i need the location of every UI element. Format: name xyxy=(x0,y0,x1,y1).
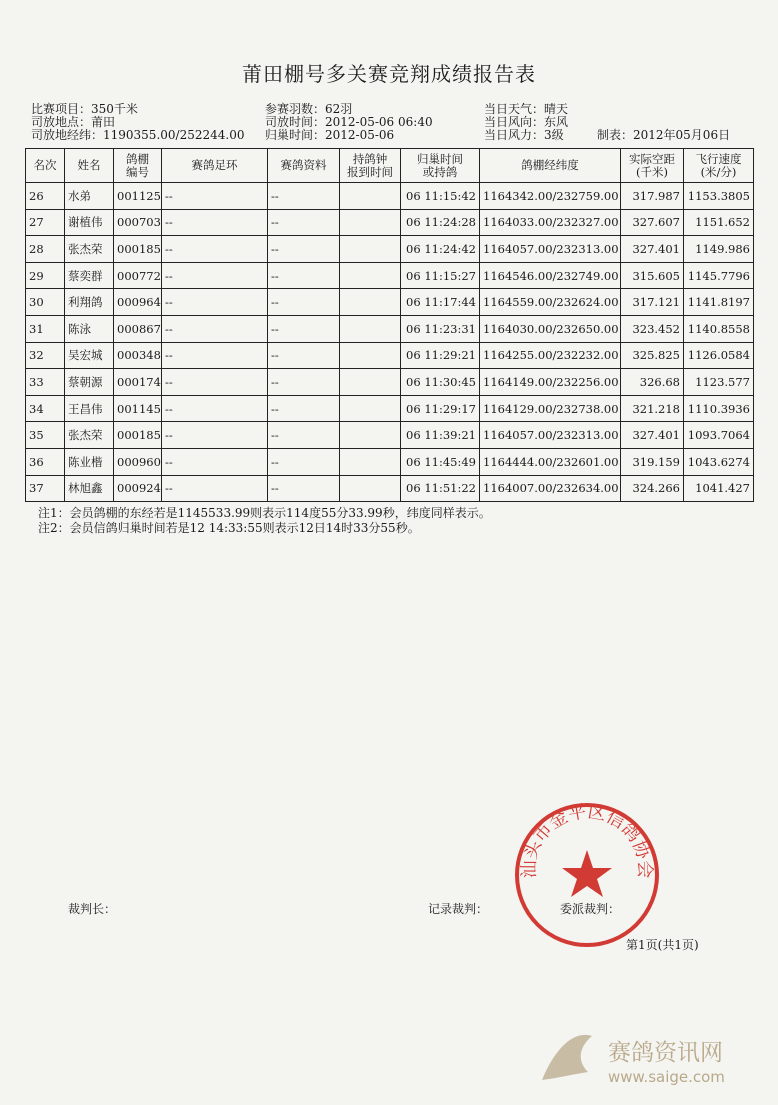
table-row xyxy=(26,183,754,210)
cell-ring: -- xyxy=(162,448,268,475)
cell-coords: 1164444.00/232601.00 xyxy=(480,448,621,475)
cell-loft-id: 000960 xyxy=(114,448,162,475)
cell-pigeon-info: -- xyxy=(268,262,340,289)
cell-clock-time xyxy=(340,475,401,502)
table-row xyxy=(26,342,754,369)
cell-return-time: 06 11:51:22 xyxy=(401,475,480,502)
table-row xyxy=(26,475,754,502)
cell-ring: -- xyxy=(162,342,268,369)
return-time: 归巢时间：2012-05-06 xyxy=(265,128,395,142)
cell-coords: 1164342.00/232759.00 xyxy=(480,183,621,210)
watermark-name: 赛鸽资讯网 xyxy=(608,1040,723,1066)
release-time: 司放时间：2012-05-06 06:40 xyxy=(265,115,433,129)
cell-return-time: 06 11:17:44 xyxy=(401,289,480,316)
cell-coords: 1164033.00/232327.00 xyxy=(480,209,621,236)
cell-distance: 325.825 xyxy=(621,342,684,369)
cell-name: 水弟 xyxy=(65,183,114,210)
cell-speed: 1043.6274 xyxy=(684,448,754,475)
cell-speed: 1145.7796 xyxy=(684,262,754,289)
cell-loft-id: 001125 xyxy=(114,183,162,210)
results-table xyxy=(25,148,754,502)
cell-pigeon-info: -- xyxy=(268,448,340,475)
made-date: 制表：2012年05月06日 xyxy=(597,128,731,142)
cell-coords: 1164546.00/232749.00 xyxy=(480,262,621,289)
cell-clock-time xyxy=(340,422,401,449)
table-header-row xyxy=(26,149,754,183)
cell-clock-time xyxy=(340,369,401,396)
pigeon-logo-icon xyxy=(542,1035,592,1080)
cell-pigeon-info: -- xyxy=(268,395,340,422)
cell-clock-time xyxy=(340,315,401,342)
cell-coords: 1164057.00/232313.00 xyxy=(480,236,621,263)
cell-coords: 1164007.00/232634.00 xyxy=(480,475,621,502)
cell-distance: 327.401 xyxy=(621,236,684,263)
cell-loft-id: 000772 xyxy=(114,262,162,289)
cell-name: 陈泳 xyxy=(65,315,114,342)
cell-speed: 1153.3805 xyxy=(684,183,754,210)
cell-distance: 327.401 xyxy=(621,422,684,449)
col-header-rank: 名次 xyxy=(26,149,65,183)
release-place: 司放地点：莆田 xyxy=(31,115,116,129)
col-header-name: 姓名 xyxy=(65,149,114,183)
cell-ring: -- xyxy=(162,475,268,502)
notes xyxy=(38,506,491,536)
dispatch-referee-label: 委派裁判： xyxy=(560,902,621,916)
cell-clock-time xyxy=(340,183,401,210)
table-row xyxy=(26,209,754,236)
cell-distance: 324.266 xyxy=(621,475,684,502)
report-title: 莆田棚号多关赛竞翔成绩报告表 xyxy=(242,62,536,86)
association-seal xyxy=(512,800,662,950)
cell-clock-time xyxy=(340,236,401,263)
cell-name: 吴宏城 xyxy=(65,342,114,369)
cell-loft-id: 000348 xyxy=(114,342,162,369)
cell-pigeon-info: -- xyxy=(268,422,340,449)
cell-speed: 1141.8197 xyxy=(684,289,754,316)
col-header-speed: 飞行速度 (米/分) xyxy=(684,149,754,183)
cell-name: 蔡朝源 xyxy=(65,369,114,396)
cell-rank: 30 xyxy=(26,289,65,316)
cell-distance: 317.121 xyxy=(621,289,684,316)
results-body xyxy=(26,183,754,502)
cell-return-time: 06 11:24:42 xyxy=(401,236,480,263)
cell-loft-id: 000185 xyxy=(114,422,162,449)
cell-rank: 35 xyxy=(26,422,65,449)
cell-rank: 37 xyxy=(26,475,65,502)
cell-distance: 321.218 xyxy=(621,395,684,422)
col-header-distance: 实际空距 (千米) xyxy=(621,149,684,183)
cell-coords: 1164559.00/232624.00 xyxy=(480,289,621,316)
record-referee-label: 记录裁判： xyxy=(428,902,489,916)
entries-count: 参赛羽数：62羽 xyxy=(265,102,353,116)
table-row xyxy=(26,448,754,475)
cell-loft-id: 000867 xyxy=(114,315,162,342)
cell-name: 谢植伟 xyxy=(65,209,114,236)
cell-ring: -- xyxy=(162,369,268,396)
cell-ring: -- xyxy=(162,262,268,289)
cell-speed: 1149.986 xyxy=(684,236,754,263)
cell-pigeon-info: -- xyxy=(268,183,340,210)
cell-name: 王昌伟 xyxy=(65,395,114,422)
cell-return-time: 06 11:29:21 xyxy=(401,342,480,369)
cell-ring: -- xyxy=(162,209,268,236)
cell-return-time: 06 11:15:27 xyxy=(401,262,480,289)
cell-pigeon-info: -- xyxy=(268,475,340,502)
site-watermark xyxy=(530,1020,770,1095)
cell-return-time: 06 11:24:28 xyxy=(401,209,480,236)
cell-loft-id: 000174 xyxy=(114,369,162,396)
cell-loft-id: 001145 xyxy=(114,395,162,422)
cell-name: 张杰荣 xyxy=(65,236,114,263)
cell-ring: -- xyxy=(162,422,268,449)
cell-rank: 27 xyxy=(26,209,65,236)
cell-clock-time xyxy=(340,342,401,369)
cell-rank: 32 xyxy=(26,342,65,369)
table-row xyxy=(26,315,754,342)
cell-loft-id: 000703 xyxy=(114,209,162,236)
cell-name: 陈业楷 xyxy=(65,448,114,475)
cell-distance: 327.607 xyxy=(621,209,684,236)
note-2: 注2：会员信鸽归巢时间若是12 14:33:55则表示12日14时33分55秒。 xyxy=(38,521,420,535)
cell-coords: 1164149.00/232256.00 xyxy=(480,369,621,396)
cell-rank: 33 xyxy=(26,369,65,396)
cell-clock-time xyxy=(340,289,401,316)
cell-rank: 34 xyxy=(26,395,65,422)
cell-coords: 1164255.00/232232.00 xyxy=(480,342,621,369)
cell-ring: -- xyxy=(162,315,268,342)
watermark-url: www.saige.com xyxy=(608,1068,725,1086)
cell-pigeon-info: -- xyxy=(268,236,340,263)
col-header-ring: 赛鸽足环 xyxy=(162,149,268,183)
cell-rank: 29 xyxy=(26,262,65,289)
cell-name: 林旭鑫 xyxy=(65,475,114,502)
cell-distance: 317.987 xyxy=(621,183,684,210)
wind-force: 当日风力：3级 xyxy=(484,128,564,142)
col-header-return-time: 归巢时间 或持鸽 xyxy=(401,149,480,183)
cell-ring: -- xyxy=(162,289,268,316)
cell-return-time: 06 11:39:21 xyxy=(401,422,480,449)
table-row xyxy=(26,422,754,449)
cell-speed: 1140.8558 xyxy=(684,315,754,342)
cell-return-time: 06 11:45:49 xyxy=(401,448,480,475)
cell-return-time: 06 11:23:31 xyxy=(401,315,480,342)
cell-return-time: 06 11:15:42 xyxy=(401,183,480,210)
cell-speed: 1151.652 xyxy=(684,209,754,236)
cell-clock-time xyxy=(340,209,401,236)
table-row xyxy=(26,262,754,289)
cell-speed: 1041.427 xyxy=(684,475,754,502)
cell-speed: 1110.3936 xyxy=(684,395,754,422)
table-row xyxy=(26,395,754,422)
weather: 当日天气：晴天 xyxy=(484,102,569,116)
cell-ring: -- xyxy=(162,395,268,422)
cell-name: 蔡奕群 xyxy=(65,262,114,289)
cell-name: 张杰荣 xyxy=(65,422,114,449)
col-header-clock-time: 持鸽钟 报到时间 xyxy=(340,149,401,183)
cell-loft-id: 000924 xyxy=(114,475,162,502)
cell-loft-id: 000964 xyxy=(114,289,162,316)
release-coords: 司放地经纬：1190355.00/252244.00 xyxy=(31,128,245,142)
cell-ring: -- xyxy=(162,183,268,210)
table-row xyxy=(26,369,754,396)
chief-referee-label: 裁判长： xyxy=(68,902,117,916)
cell-rank: 31 xyxy=(26,315,65,342)
cell-distance: 326.68 xyxy=(621,369,684,396)
cell-rank: 26 xyxy=(26,183,65,210)
cell-coords: 1164057.00/232313.00 xyxy=(480,422,621,449)
cell-distance: 319.159 xyxy=(621,448,684,475)
col-header-loft-id: 鸽棚 编号 xyxy=(114,149,162,183)
cell-rank: 28 xyxy=(26,236,65,263)
cell-clock-time xyxy=(340,448,401,475)
cell-speed: 1093.7064 xyxy=(684,422,754,449)
cell-return-time: 06 11:30:45 xyxy=(401,369,480,396)
cell-return-time: 06 11:29:17 xyxy=(401,395,480,422)
cell-speed: 1123.577 xyxy=(684,369,754,396)
cell-speed: 1126.0584 xyxy=(684,342,754,369)
cell-name: 利翔鸽 xyxy=(65,289,114,316)
cell-loft-id: 000185 xyxy=(114,236,162,263)
cell-pigeon-info: -- xyxy=(268,289,340,316)
wind-direction: 当日风向：东风 xyxy=(484,115,569,129)
cell-ring: -- xyxy=(162,236,268,263)
race-item: 比赛项目：350千米 xyxy=(31,102,138,116)
cell-distance: 323.452 xyxy=(621,315,684,342)
cell-pigeon-info: -- xyxy=(268,369,340,396)
table-row xyxy=(26,236,754,263)
cell-distance: 315.605 xyxy=(621,262,684,289)
note-1: 注1：会员鸽棚的东经若是1145533.99则表示114度55分33.99秒，纬度同样表示。 xyxy=(38,506,491,520)
cell-clock-time xyxy=(340,262,401,289)
cell-pigeon-info: -- xyxy=(268,342,340,369)
cell-rank: 36 xyxy=(26,448,65,475)
cell-clock-time xyxy=(340,395,401,422)
col-header-pigeon-info: 赛鸽资料 xyxy=(268,149,340,183)
page-number: 第1页(共1页) xyxy=(626,938,699,952)
seal-star-icon xyxy=(562,850,612,897)
col-header-coords: 鸽棚经纬度 xyxy=(480,149,621,183)
table-row xyxy=(26,289,754,316)
cell-pigeon-info: -- xyxy=(268,209,340,236)
seal-text: 汕头市金平区信鸽协会 xyxy=(518,801,656,879)
cell-coords: 1164030.00/232650.00 xyxy=(480,315,621,342)
cell-coords: 1164129.00/232738.00 xyxy=(480,395,621,422)
cell-pigeon-info: -- xyxy=(268,315,340,342)
